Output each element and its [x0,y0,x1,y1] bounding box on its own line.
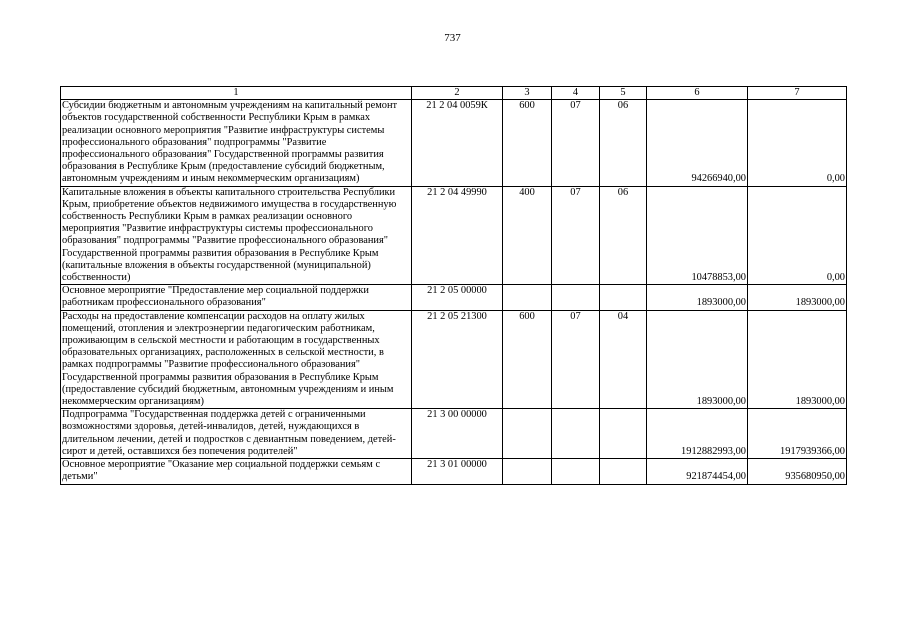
header-cell: 6 [647,87,748,100]
row-sum-2019-cell: 0,00 [748,100,847,186]
row-vr-cell [503,409,552,459]
row-name-cell: Субсидии бюджетным и автономным учреждениям на капитальный ремонт объектов государственной собственности Республики Крым в рамках реализации основного мероприятия "Развитие инфраструктуры системы профессионального образования" подпрограммы "Развитие профессионального образования" Государственной программы развития образования в Республике Крым (предоставление субсидий бюджетным, автономным учреждениям и иным некоммерческим организациям) [61,100,412,186]
header-cell: 4 [552,87,600,100]
row-rz-cell: 07 [552,310,600,409]
row-vr-cell: 600 [503,100,552,186]
row-name-cell: Расходы на предоставление компенсации расходов на оплату жилых помещений, отопления и электроэнергии педагогическим работникам, проживающим в сельской местности и работающим в государственных образовательных организациях, расположенных в сельской местности, в рамках подпрограммы "Развитие профессионального образования" Государственной программы развития образования в Республике Крым (предоставление субсидий бюджетным, автономным учреждениям и иным некоммерческим организациям) [61,310,412,409]
header-cell: 7 [748,87,847,100]
row-pr-cell: 06 [600,186,647,285]
table-row [61,285,847,310]
row-sum-2019-cell: 1893000,00 [748,310,847,409]
row-name-cell: Капитальные вложения в объекты капитального строительства Республики Крым, приобретение объектов недвижимого имущества в государственную собственность Республики Крым в рамках реализации основного мероприятия "Развитие инфраструктуры системы профессионального образования" подпрограммы "Развитие профессионального образования" Государственной программы развития образования в Республике Крым (капитальные вложения в объекты государственной (муниципальной) собственности) [61,186,412,285]
page-number: 737 [444,32,461,44]
table-row [61,186,847,285]
row-sum-2018-cell: 1893000,00 [647,310,748,409]
row-pr-cell: 04 [600,310,647,409]
row-name-cell: Основное мероприятие "Предоставление мер социальной поддержки работникам профессионального образования" [61,285,412,310]
row-pr-cell: 06 [600,100,647,186]
row-sum-2018-cell: 1912882993,00 [647,409,748,459]
row-name-cell: Подпрограмма "Государственная поддержка детей с ограниченными возможностями здоровья, детей-инвалидов, детей, нуждающихся в длительном лечении, детей и подростков с девиантным поведением, детей-сирот и детей, оставшихся без попечения родителей" [61,409,412,459]
row-rz-cell: 07 [552,186,600,285]
table-row [61,409,847,459]
row-vr-cell: 600 [503,310,552,409]
table-row [61,310,847,409]
row-code-cell: 21 2 05 00000 [412,285,503,310]
row-sum-2018-cell: 1893000,00 [647,285,748,310]
row-rz-cell [552,409,600,459]
header-cell: 3 [503,87,552,100]
header-cell: 5 [600,87,647,100]
row-rz-cell [552,285,600,310]
row-sum-2018-cell: 10478853,00 [647,186,748,285]
row-sum-2019-cell: 1917939366,00 [748,409,847,459]
row-sum-2019-cell: 935680950,00 [748,459,847,484]
row-code-cell: 21 2 04 49990 [412,186,503,285]
row-code-cell: 21 2 04 0059К [412,100,503,186]
table-row [61,459,847,484]
row-vr-cell: 400 [503,186,552,285]
row-pr-cell [600,409,647,459]
table-row [61,100,847,186]
row-sum-2019-cell: 1893000,00 [748,285,847,310]
row-vr-cell [503,285,552,310]
row-sum-2018-cell: 921874454,00 [647,459,748,484]
row-pr-cell [600,459,647,484]
row-vr-cell [503,459,552,484]
row-pr-cell [600,285,647,310]
row-rz-cell [552,459,600,484]
row-code-cell: 21 3 00 00000 [412,409,503,459]
row-rz-cell: 07 [552,100,600,186]
row-code-cell: 21 2 05 21300 [412,310,503,409]
header-cell: 2 [412,87,503,100]
table-header-row [61,87,847,100]
budget-table [60,86,847,485]
row-sum-2019-cell: 0,00 [748,186,847,285]
row-name-cell: Основное мероприятие "Оказание мер социальной поддержки семьям с детьми" [61,459,412,484]
header-cell: 1 [61,87,412,100]
row-code-cell: 21 3 01 00000 [412,459,503,484]
row-sum-2018-cell: 94266940,00 [647,100,748,186]
